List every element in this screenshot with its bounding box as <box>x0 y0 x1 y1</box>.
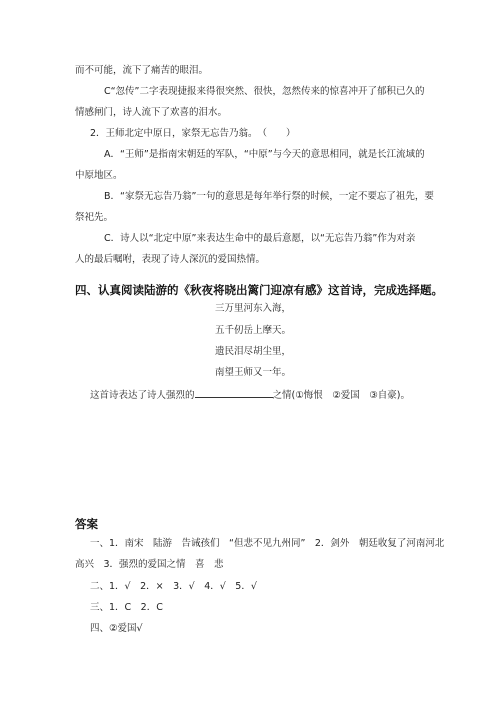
section-4-heading: 四、认真阅读陆游的《秋夜将晓出篱门迎凉有感》这首诗，完成选择题。 <box>75 283 443 297</box>
text-line: C“忽传”二字表现捷报来得很突然、很快，忽然传来的惊喜冲开了郁积已久的 <box>104 86 425 97</box>
section-4-question <box>90 388 410 402</box>
poem-line: 五千仞岳上摩天。 <box>215 325 292 336</box>
answer-line: 高兴 3．强烈的爱国之情 喜 悲 <box>75 559 224 570</box>
answer-line: 四、②爱国√ <box>90 623 143 634</box>
answer-blank <box>195 388 273 398</box>
answers-heading: 答案 <box>75 517 98 531</box>
question-2: 2．王师北定中原日，家祭无忘告乃翁。 （ ） <box>90 128 296 139</box>
question-prefix: 这首诗表达了诗人强烈的 <box>90 390 195 401</box>
poem-line: 南望王师又一年。 <box>215 367 292 378</box>
option-c: C．诗人以“北定中原”来表达生命中的最后意愿，以“无忘告乃翁”作为对亲 <box>104 233 416 244</box>
option-a: A．“王师”是指南宋朝廷的军队，“中原”与今天的意思相同，就是长江流域的 <box>104 149 425 160</box>
answer-line: 三、1．C 2．C <box>90 602 163 613</box>
option-b: B．“家祭无忘告乃翁”一句的意思是每年举行祭的时候，一定不要忘了祖先，要 <box>104 191 434 202</box>
option-c-cont: 人的最后嘱咐，表现了诗人深沉的爱国热情。 <box>75 254 266 265</box>
question-suffix: 之情(①悔恨 ②爱国 ③自豪)。 <box>272 390 410 401</box>
text-line: 情感闸门，诗人流下了欢喜的泪水。 <box>75 107 228 118</box>
poem-line: 遗民泪尽胡尘里， <box>215 346 292 357</box>
option-a-cont: 中原地区。 <box>75 170 123 181</box>
text-line: 而不可能，流下了痛苦的眼泪。 <box>75 65 209 76</box>
answer-line: 一、1．南宋 陆游 告诫孩们 “但悲不见九州同” 2．剑外 朝廷收复了河南河北 <box>90 538 445 549</box>
poem-line: 三万里河东入海， <box>215 303 292 314</box>
option-b-cont: 祭祀先。 <box>75 212 114 223</box>
answer-line: 二、1．√ 2．× 3．√ 4．√ 5．√ <box>90 581 257 592</box>
